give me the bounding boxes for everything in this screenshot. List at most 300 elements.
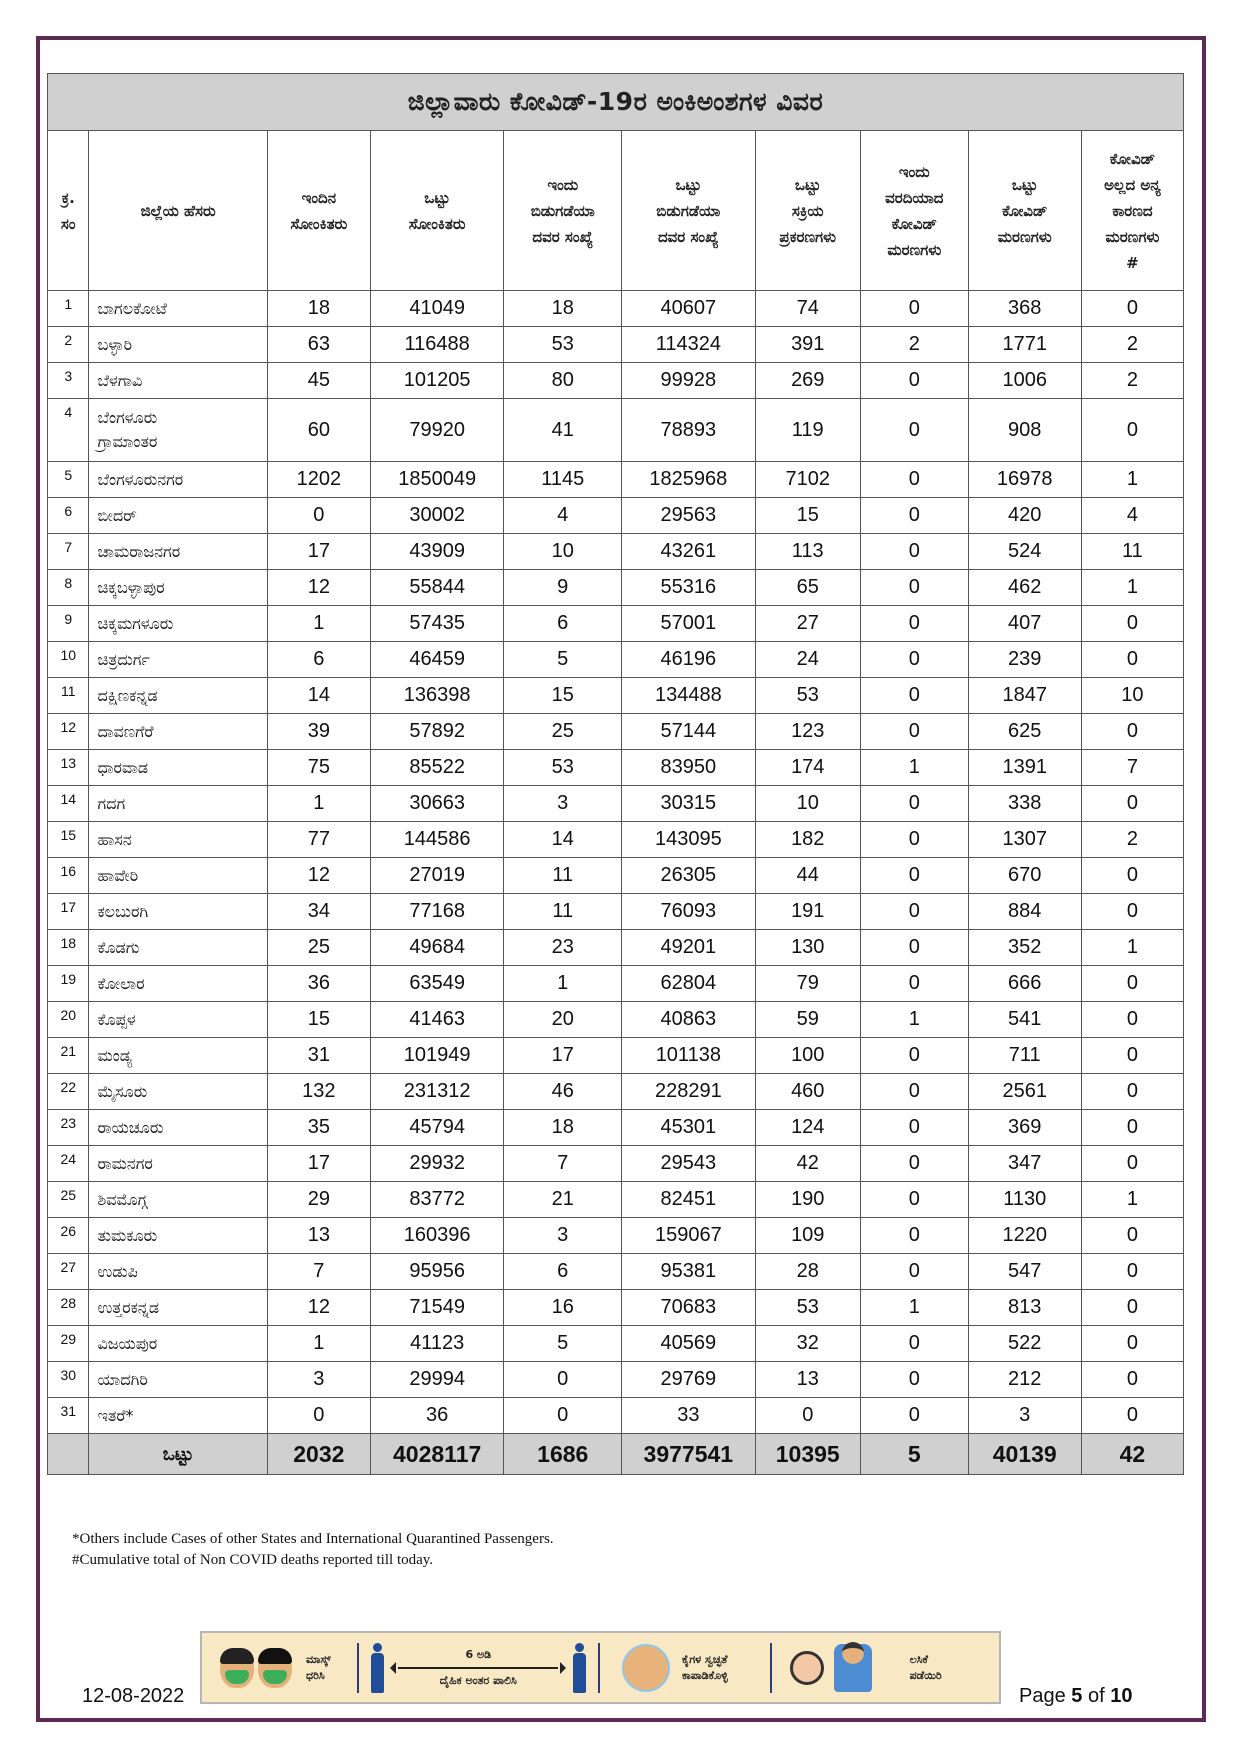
district-name — [89, 1362, 267, 1398]
today-deaths-cell: 0 — [860, 714, 968, 750]
district-name-line: ಧಾರವಾಡ — [97, 757, 149, 777]
today-discharged-cell: 46 — [504, 1074, 622, 1110]
today-cases-cell: 17 — [267, 1146, 370, 1182]
total-deaths-cell: 16978 — [968, 462, 1081, 498]
header-line: ಸಂ — [60, 214, 76, 233]
mask-segment — [202, 1633, 357, 1702]
today-deaths-cell: 0 — [860, 498, 968, 534]
active-cases-cell: 65 — [755, 570, 860, 606]
header-district — [89, 131, 267, 291]
total-deaths-cell: 1130 — [968, 1182, 1081, 1218]
today-discharged-cell: 9 — [504, 570, 622, 606]
district-name — [89, 678, 267, 714]
today-cases-cell: 77 — [267, 822, 370, 858]
banner-distance-bottom: ದೈಹಿಕ ಅಂತರ ಪಾಲಿಸಿ — [439, 1673, 517, 1687]
non-covid-deaths-cell: 0 — [1081, 1398, 1183, 1434]
total-deaths-cell: 524 — [968, 534, 1081, 570]
total-discharged-cell: 26305 — [622, 858, 755, 894]
serial-number: 23 — [48, 1110, 89, 1146]
non-covid-deaths-cell: 0 — [1081, 966, 1183, 1002]
serial-number: 29 — [48, 1326, 89, 1362]
header-line: ವರದಿಯಾದ — [885, 188, 944, 207]
header-line: ಕ್ರ. — [61, 188, 75, 207]
non-covid-deaths-cell: 7 — [1081, 750, 1183, 786]
active-cases-cell: 13 — [755, 1362, 860, 1398]
today-cases-cell: 1202 — [267, 462, 370, 498]
total-deaths-cell: 369 — [968, 1110, 1081, 1146]
total-active-cases: 10395 — [755, 1434, 860, 1475]
district-name — [89, 1146, 267, 1182]
total-discharged-cell: 46196 — [622, 642, 755, 678]
page-prefix: Page — [1019, 1685, 1066, 1707]
today-deaths-cell: 0 — [860, 1398, 968, 1434]
district-name — [89, 1326, 267, 1362]
total-deaths-cell: 352 — [968, 930, 1081, 966]
today-deaths-cell: 0 — [860, 930, 968, 966]
total-discharged-cell: 55316 — [622, 570, 755, 606]
district-name-line: ಇತರೆ* — [97, 1405, 134, 1425]
total-cases-cell: 41123 — [370, 1326, 503, 1362]
district-name-line: ಹಾವೇರಿ — [97, 865, 139, 885]
header-sl — [48, 131, 89, 291]
total-deaths-cell: 625 — [968, 714, 1081, 750]
district-name — [89, 1002, 267, 1038]
banner-mask-line2: ಧರಿಸಿ — [306, 1668, 325, 1682]
table-row — [48, 1254, 1184, 1290]
total-deaths-cell: 212 — [968, 1362, 1081, 1398]
today-deaths-cell: 0 — [860, 1326, 968, 1362]
table-row — [48, 786, 1184, 822]
header-total-discharged — [622, 131, 755, 291]
today-discharged-cell: 6 — [504, 1254, 622, 1290]
today-cases-cell: 63 — [267, 327, 370, 363]
today-cases-cell: 1 — [267, 1326, 370, 1362]
today-deaths-cell: 0 — [860, 894, 968, 930]
total-discharged-cell: 83950 — [622, 750, 755, 786]
serial-number: 21 — [48, 1038, 89, 1074]
total-discharged-cell: 76093 — [622, 894, 755, 930]
district-name-line: ಬೀದರ್ — [97, 505, 137, 525]
table-row — [48, 1182, 1184, 1218]
total-discharged-cell: 29543 — [622, 1146, 755, 1182]
district-name-line: ದಾವಣಗೆರೆ — [97, 721, 154, 741]
header-line: ಕೋವಿಡ್ — [891, 214, 937, 233]
today-discharged-cell: 18 — [504, 1110, 622, 1146]
total-discharged-cell: 45301 — [622, 1110, 755, 1146]
today-cases-cell: 60 — [267, 399, 370, 462]
district-name-line: ಕೋಲಾರ — [97, 973, 145, 993]
non-covid-deaths-cell: 0 — [1081, 1218, 1183, 1254]
table-row — [48, 1038, 1184, 1074]
footnote-others: *Others include Cases of other States and International Quarantined Passengers. — [72, 1531, 554, 1547]
today-cases-cell: 12 — [267, 570, 370, 606]
today-deaths-cell: 0 — [860, 1146, 968, 1182]
today-deaths-cell: 0 — [860, 534, 968, 570]
non-covid-deaths-cell: 0 — [1081, 786, 1183, 822]
total-deaths-cell: 670 — [968, 858, 1081, 894]
banner-distance-top: 6 ಅಡಿ — [465, 1647, 492, 1661]
table-row — [48, 966, 1184, 1002]
header-line: ಅಲ್ಲದ ಅನ್ಯ — [1104, 175, 1161, 194]
total-discharged-cell: 40607 — [622, 291, 755, 327]
today-deaths-cell: 0 — [860, 1254, 968, 1290]
total-discharged-cell: 57001 — [622, 606, 755, 642]
header-line: # — [1126, 253, 1139, 272]
total-cases-cell: 231312 — [370, 1074, 503, 1110]
total-today-cases: 2032 — [267, 1434, 370, 1475]
total-cases-cell: 55844 — [370, 570, 503, 606]
total-total-discharged: 3977541 — [622, 1434, 755, 1475]
total-deaths-cell: 813 — [968, 1290, 1081, 1326]
serial-number: 31 — [48, 1398, 89, 1434]
table-header-row — [48, 131, 1184, 291]
today-deaths-cell: 0 — [860, 570, 968, 606]
serial-number: 2 — [48, 327, 89, 363]
total-cases-cell: 83772 — [370, 1182, 503, 1218]
district-name-line: ಉತ್ತರಕನ್ನಡ — [97, 1297, 160, 1317]
non-covid-deaths-cell: 0 — [1081, 714, 1183, 750]
header-line: ಮರಣಗಳು — [887, 240, 942, 259]
today-cases-cell: 36 — [267, 966, 370, 1002]
header-line: ದವರ ಸಂಖ್ಯೆ — [657, 227, 719, 246]
total-cases-cell: 77168 — [370, 894, 503, 930]
district-name-line: ಉಡುಪಿ — [97, 1261, 138, 1281]
serial-number: 15 — [48, 822, 89, 858]
district-name-line: ತುಮಕೂರು — [97, 1225, 158, 1245]
district-name-line: ಶಿವಮೊಗ್ಗ — [97, 1189, 148, 1209]
district-name — [89, 399, 267, 462]
non-covid-deaths-cell: 0 — [1081, 1254, 1183, 1290]
district-name-line: ಕೊಡಗು — [97, 937, 140, 957]
table-row — [48, 678, 1184, 714]
footnote-non-covid: #Cumulative total of Non COVID deaths reported till today. — [72, 1552, 434, 1568]
district-name — [89, 822, 267, 858]
today-deaths-cell: 0 — [860, 291, 968, 327]
today-cases-cell: 7 — [267, 1254, 370, 1290]
total-deaths-cell: 2561 — [968, 1074, 1081, 1110]
header-active — [755, 131, 860, 291]
person-icon — [572, 1643, 586, 1693]
total-cases-cell: 95956 — [370, 1254, 503, 1290]
header-line: ಪ್ರಕರಣಗಳು — [779, 227, 837, 246]
today-cases-cell: 0 — [267, 498, 370, 534]
today-cases-cell: 35 — [267, 1110, 370, 1146]
district-name-line: ಬಾಗಲಕೋಟೆ — [97, 298, 167, 318]
total-discharged-cell: 33 — [622, 1398, 755, 1434]
today-deaths-cell: 0 — [860, 858, 968, 894]
total-discharged-cell: 62804 — [622, 966, 755, 1002]
total-deaths-cell: 908 — [968, 399, 1081, 462]
total-discharged-cell: 99928 — [622, 363, 755, 399]
today-cases-cell: 31 — [267, 1038, 370, 1074]
today-cases-cell: 75 — [267, 750, 370, 786]
non-covid-deaths-cell: 0 — [1081, 1110, 1183, 1146]
serial-number: 7 — [48, 534, 89, 570]
today-discharged-cell: 41 — [504, 399, 622, 462]
header-line: ದವರ ಸಂಖ್ಯೆ — [532, 227, 594, 246]
non-covid-deaths-cell: 0 — [1081, 399, 1183, 462]
table-row — [48, 534, 1184, 570]
non-covid-deaths-cell: 2 — [1081, 363, 1183, 399]
header-line: ಸೋಂಕಿತರು — [290, 214, 348, 233]
total-today-deaths: 5 — [860, 1434, 968, 1475]
district-name-line: ಗದಗ — [97, 793, 126, 813]
total-deaths-cell: 462 — [968, 570, 1081, 606]
total-discharged-cell: 114324 — [622, 327, 755, 363]
covid-guidelines-banner — [200, 1631, 1001, 1704]
today-discharged-cell: 0 — [504, 1398, 622, 1434]
banner-mask-line1: ಮಾಸ್ಕ್ — [306, 1652, 331, 1666]
today-cases-cell: 18 — [267, 291, 370, 327]
today-discharged-cell: 16 — [504, 1290, 622, 1326]
today-cases-cell: 12 — [267, 1290, 370, 1326]
total-cases-cell: 79920 — [370, 399, 503, 462]
district-name — [89, 930, 267, 966]
today-deaths-cell: 1 — [860, 750, 968, 786]
today-deaths-cell: 0 — [860, 678, 968, 714]
district-name — [89, 291, 267, 327]
masked-face-icon — [258, 1648, 292, 1688]
non-covid-deaths-cell: 0 — [1081, 1038, 1183, 1074]
table-row — [48, 750, 1184, 786]
hands-segment — [600, 1633, 770, 1702]
table-row — [48, 1074, 1184, 1110]
today-deaths-cell: 1 — [860, 1002, 968, 1038]
today-discharged-cell: 17 — [504, 1038, 622, 1074]
table-row — [48, 1218, 1184, 1254]
total-cases-cell: 29932 — [370, 1146, 503, 1182]
today-cases-cell: 15 — [267, 1002, 370, 1038]
non-covid-deaths-cell: 11 — [1081, 534, 1183, 570]
today-discharged-cell: 3 — [504, 786, 622, 822]
active-cases-cell: 391 — [755, 327, 860, 363]
header-line: ಸಕ್ರಿಯ — [791, 201, 824, 220]
page-total: 10 — [1110, 1685, 1133, 1707]
today-discharged-cell: 14 — [504, 822, 622, 858]
total-deaths-cell: 338 — [968, 786, 1081, 822]
serial-number: 25 — [48, 1182, 89, 1218]
district-name — [89, 966, 267, 1002]
total-cases-cell: 27019 — [370, 858, 503, 894]
today-discharged-cell: 0 — [504, 1362, 622, 1398]
total-discharged-cell: 228291 — [622, 1074, 755, 1110]
masked-face-icon — [220, 1648, 254, 1688]
active-cases-cell: 7102 — [755, 462, 860, 498]
header-today-deaths — [860, 131, 968, 291]
total-total-deaths: 40139 — [968, 1434, 1081, 1475]
today-discharged-cell: 3 — [504, 1218, 622, 1254]
district-name — [89, 462, 267, 498]
today-discharged-cell: 4 — [504, 498, 622, 534]
today-discharged-cell: 21 — [504, 1182, 622, 1218]
total-cases-cell: 45794 — [370, 1110, 503, 1146]
active-cases-cell: 28 — [755, 1254, 860, 1290]
page-current: 5 — [1071, 1685, 1083, 1707]
district-name-line: ರಾಮನಗರ — [97, 1153, 153, 1173]
today-deaths-cell: 0 — [860, 1182, 968, 1218]
today-cases-cell: 39 — [267, 714, 370, 750]
non-covid-deaths-cell: 0 — [1081, 642, 1183, 678]
active-cases-cell: 79 — [755, 966, 860, 1002]
banner-vaccine-line2: ಪಡೆಯಿರಿ — [909, 1668, 942, 1682]
table-row — [48, 894, 1184, 930]
total-discharged-cell: 70683 — [622, 1290, 755, 1326]
serial-number: 28 — [48, 1290, 89, 1326]
table-row — [48, 399, 1184, 462]
today-cases-cell: 13 — [267, 1218, 370, 1254]
district-name-line: ಚಾಮರಾಜನಗರ — [97, 541, 181, 561]
total-label: ಒಟ್ಟು — [89, 1434, 267, 1475]
non-covid-deaths-cell: 0 — [1081, 1326, 1183, 1362]
table-row — [48, 642, 1184, 678]
today-discharged-cell: 7 — [504, 1146, 622, 1182]
header-non-covid-deaths — [1081, 131, 1183, 291]
hand-wash-icon — [622, 1644, 670, 1692]
active-cases-cell: 15 — [755, 498, 860, 534]
non-covid-deaths-cell: 0 — [1081, 291, 1183, 327]
table-row — [48, 363, 1184, 399]
active-cases-cell: 269 — [755, 363, 860, 399]
total-deaths-cell: 420 — [968, 498, 1081, 534]
district-name — [89, 714, 267, 750]
total-cases-cell: 136398 — [370, 678, 503, 714]
total-deaths-cell: 1220 — [968, 1218, 1081, 1254]
today-deaths-cell: 0 — [860, 1362, 968, 1398]
header-line: ಕೋವಿಡ್ — [1109, 149, 1156, 168]
header-line: ಒಟ್ಟು — [675, 175, 702, 194]
district-name — [89, 363, 267, 399]
doctor-icon — [834, 1644, 872, 1692]
total-deaths-cell: 541 — [968, 1002, 1081, 1038]
today-discharged-cell: 11 — [504, 858, 622, 894]
total-cases-cell: 71549 — [370, 1290, 503, 1326]
total-discharged-cell: 49201 — [622, 930, 755, 966]
today-deaths-cell: 0 — [860, 363, 968, 399]
district-name-line: ಬೆಳಗಾವಿ — [97, 370, 143, 390]
today-deaths-cell: 0 — [860, 462, 968, 498]
total-discharged-cell: 57144 — [622, 714, 755, 750]
total-cases-cell: 36 — [370, 1398, 503, 1434]
header-line: ಇಂದಿನ — [301, 188, 337, 207]
today-discharged-cell: 1145 — [504, 462, 622, 498]
district-name — [89, 498, 267, 534]
today-discharged-cell: 53 — [504, 327, 622, 363]
today-discharged-cell: 11 — [504, 894, 622, 930]
serial-number: 10 — [48, 642, 89, 678]
total-cases-cell: 85522 — [370, 750, 503, 786]
non-covid-deaths-cell: 1 — [1081, 1182, 1183, 1218]
today-cases-cell: 12 — [267, 858, 370, 894]
total-deaths-cell: 1307 — [968, 822, 1081, 858]
today-cases-cell: 0 — [267, 1398, 370, 1434]
table-row — [48, 1002, 1184, 1038]
district-name — [89, 858, 267, 894]
today-cases-cell: 14 — [267, 678, 370, 714]
table-row — [48, 1326, 1184, 1362]
total-total-cases: 4028117 — [370, 1434, 503, 1475]
banner-hands-line2: ಕಾಪಾಡಿಕೊಳ್ಳಿ — [681, 1668, 728, 1682]
district-name — [89, 1038, 267, 1074]
district-name-line: ಬೆಂಗಳೂರು — [97, 408, 158, 427]
today-deaths-cell: 2 — [860, 327, 968, 363]
total-cases-cell: 30002 — [370, 498, 503, 534]
table-row — [48, 1110, 1184, 1146]
today-cases-cell: 6 — [267, 642, 370, 678]
total-deaths-cell: 522 — [968, 1326, 1081, 1362]
district-name — [89, 1254, 267, 1290]
total-deaths-cell: 3 — [968, 1398, 1081, 1434]
district-name — [89, 1074, 267, 1110]
table-row — [48, 822, 1184, 858]
total-cases-cell: 116488 — [370, 327, 503, 363]
today-discharged-cell: 10 — [504, 534, 622, 570]
district-name-line: ಚಿಕ್ಕಬಳ್ಳಾಪುರ — [97, 577, 165, 597]
today-deaths-cell: 0 — [860, 1038, 968, 1074]
serial-number: 27 — [48, 1254, 89, 1290]
serial-number: 19 — [48, 966, 89, 1002]
active-cases-cell: 130 — [755, 930, 860, 966]
total-discharged-cell: 95381 — [622, 1254, 755, 1290]
district-name-line: ಕೊಪ್ಪಳ — [97, 1009, 136, 1029]
total-cases-cell: 57435 — [370, 606, 503, 642]
serial-number: 9 — [48, 606, 89, 642]
non-covid-deaths-cell: 4 — [1081, 498, 1183, 534]
active-cases-cell: 0 — [755, 1398, 860, 1434]
header-total-cases — [370, 131, 503, 291]
district-covid-table — [47, 73, 1184, 1475]
header-line: ಕಾರಣದ — [1112, 201, 1153, 220]
header-total-deaths — [968, 131, 1081, 291]
district-name — [89, 327, 267, 363]
district-name-line: ಗ್ರಾಮಾಂತರ — [97, 432, 158, 451]
header-line: ಮರಣಗಳು — [1105, 227, 1160, 246]
total-discharged-cell: 43261 — [622, 534, 755, 570]
table-row — [48, 570, 1184, 606]
total-deaths-cell: 547 — [968, 1254, 1081, 1290]
non-covid-deaths-cell: 1 — [1081, 570, 1183, 606]
table-row — [48, 498, 1184, 534]
active-cases-cell: 124 — [755, 1110, 860, 1146]
header-today-discharged — [504, 131, 622, 291]
total-discharged-cell: 30315 — [622, 786, 755, 822]
active-cases-cell: 10 — [755, 786, 860, 822]
total-row — [48, 1434, 1184, 1475]
total-discharged-cell: 78893 — [622, 399, 755, 462]
table-body — [48, 291, 1184, 1475]
active-cases-cell: 190 — [755, 1182, 860, 1218]
active-cases-cell: 182 — [755, 822, 860, 858]
district-name — [89, 1398, 267, 1434]
district-name — [89, 534, 267, 570]
table-row — [48, 462, 1184, 498]
distance-segment — [359, 1633, 598, 1702]
total-cases-cell: 46459 — [370, 642, 503, 678]
total-discharged-cell: 159067 — [622, 1218, 755, 1254]
today-cases-cell: 17 — [267, 534, 370, 570]
total-deaths-cell: 368 — [968, 291, 1081, 327]
total-cases-cell: 57892 — [370, 714, 503, 750]
today-discharged-cell: 6 — [504, 606, 622, 642]
total-deaths-cell: 1006 — [968, 363, 1081, 399]
district-name — [89, 570, 267, 606]
non-covid-deaths-cell: 0 — [1081, 858, 1183, 894]
page-title: ಜಿಲ್ಲಾವಾರು ಕೋವಿಡ್-19ರ ಅಂಕಿಅಂಶಗಳ ವಿವರ — [48, 74, 1184, 131]
total-discharged-cell: 1825968 — [622, 462, 755, 498]
header-line: ಇಂದು — [547, 175, 579, 194]
person-icon — [370, 1643, 384, 1693]
active-cases-cell: 59 — [755, 1002, 860, 1038]
total-cases-cell: 43909 — [370, 534, 503, 570]
